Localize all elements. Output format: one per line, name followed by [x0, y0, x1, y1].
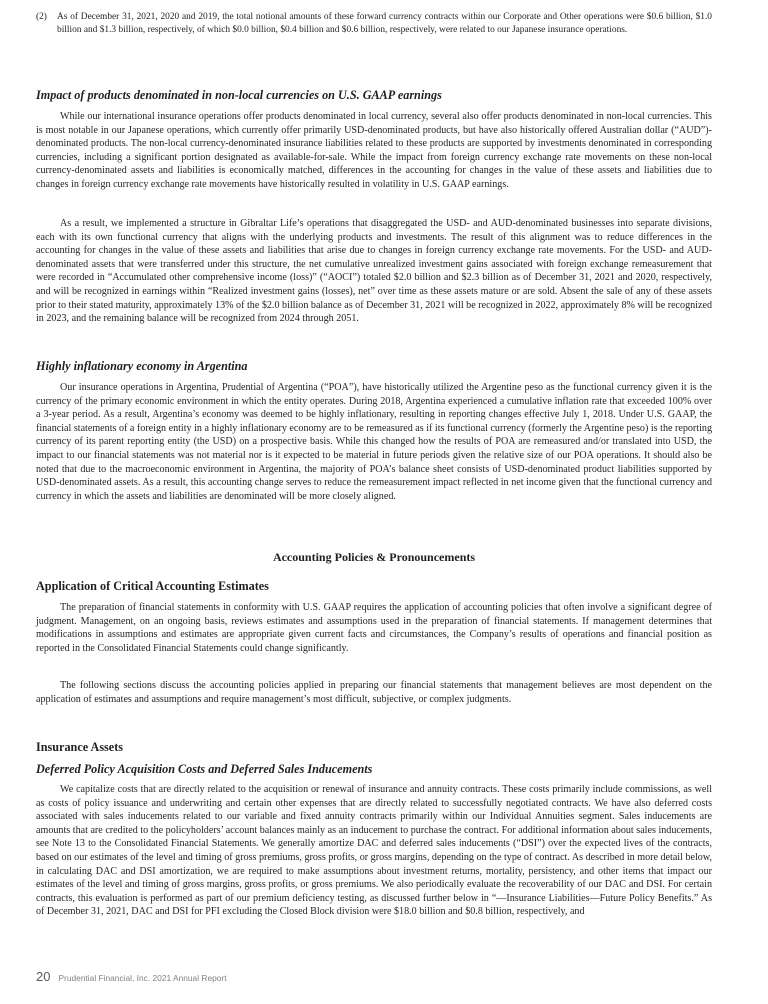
footnote-number: (2): [36, 12, 47, 22]
subheading-dac-dsi: Deferred Policy Acquisition Costs and Deferred Sales Inducements: [36, 762, 373, 776]
footnote-2: [36, 11, 712, 38]
page-number: 20: [36, 969, 51, 984]
heading-insurance-assets: Insurance Assets: [36, 740, 124, 754]
paragraph-critical-estimates-2: The following sections discuss the accounting policies applied in preparing our financial statements that management believes are most dependent on the application of estimates and assumptions and require management’s most difficult, subjective, or complex judgments.: [36, 680, 712, 705]
heading-argentina: Highly inflationary economy in Argentina: [36, 359, 248, 373]
paragraph-nonlocal-2: As a result, we implemented a structure in Gibraltar Life’s operations that disaggregated the USD- and AUD-denominated businesses into separate divisions, each with its own functional currency that aligns with the underlying products and investments. The result of this alignment was to reduce differences in the accounting for changes in the value of these assets and liabilities that arise due to changes in foreign currency exchange rate movements. For the USD- and AUD-denominated assets that were transferred under this structure, the net cumulative unrealized investment gains associated with foreign exchange remeasurement that were recorded in “Accumulated other comprehensive income (loss)” (“AOCI”) totaled $2.0 billion and $2.3 billion as of December 31, 2021 and 2020, respectively, and will be recognized in earnings within “Realized investment gains (losses), net” over time as these assets mature or are sold. Absent the sale of any of these assets prior to their stated maturity, approximately 13% of the $2.0 billion balance as of December 31, 2021 will be recognized in 2022, approximately 8% will be recognized in 2023, and the remaining balance will be recognized from 2024 through 2051.: [36, 218, 712, 325]
paragraph-nonlocal-1: While our international insurance operations offer products denominated in local currency, several also offer products denominated in non-local currencies. This is most notable in our Japanese operations, which currently offer primarily USD-denominated products, but have also historically offered Australian dollar (“AUD”)-denominated products. The non-local currency-denominated insurance liabilities related to these products are supported by investments denominated in corresponding currencies, including a significant portion designated as available-for-sale. While the impact from foreign currency exchange rate movements on these non-local currency-denominated assets and liabilities is economically matched, differences in the accounting for changes in the value of these assets and liabilities due to changes in foreign currency exchange rate movements have historically resulted in volatility in U.S. GAAP earnings.: [36, 111, 712, 190]
heading-accounting-policies: Accounting Policies & Pronouncements: [272, 550, 476, 564]
heading-critical-estimates: Application of Critical Accounting Estimates: [36, 579, 269, 593]
report-title: Prudential Financial, Inc. 2021 Annual Report: [58, 973, 227, 983]
paragraph-dac-dsi: We capitalize costs that are directly related to the acquisition or renewal of insurance and annuity contracts. These costs primarily include commissions, as well as costs of policy issuance and underwriting and certain other expenses that are directly related to successfully negotiated contracts. We have also deferred costs associated with sales inducements related to our variable and fixed annuity contracts primarily within our Individual Annuities segment. Sales inducements are amounts that are credited to the policyholders’ account balances mainly as an inducement to purchase the contract. For additional information about sales inducements, see Note 13 to the Consolidated Financial Statements. We generally amortize DAC and deferred sales inducements (“DSI”) over the expected lives of the contracts, based on our estimates of the level and timing of gross premiums, gross profits, or gross margins, depending on the type of contract. As described in more detail below, in calculating DAC and DSI amortization, we are required to make assumptions about investment returns, mortality, persistency, and other items that impact our estimates of the level and timing of gross margins, gross profits, or gross premiums. We also periodically evaluate the recoverability of our DAC and DSI. For certain contracts, this evaluation is performed as part of our premium deficiency testing, as discussed further below in “—Insurance Liabilities—Future Policy Benefits.” As of December 31, 2021, DAC and DSI for PFI excluding the Closed Block division were $18.0 billion and $0.8 billion, respectively, and: [36, 784, 712, 918]
footnote-text: As of December 31, 2021, 2020 and 2019, the total notional amounts of these forward currency contracts within our Corporate and Other operations were $0.6 billion, $1.0 billion and $1.3 billion, respectively, of which $0.0 billion, $0.4 billion and $0.6 billion, respectively, were related to our Japanese insurance operations.: [57, 12, 712, 36]
heading-impact-nonlocal-currencies: Impact of products denominated in non-local currencies on U.S. GAAP earnings: [36, 88, 442, 102]
paragraph-critical-estimates-1: The preparation of financial statements in conformity with U.S. GAAP requires the application of accounting policies that often involve a significant degree of judgment. Management, on an ongoing basis, reviews estimates and assumptions used in the preparation of financial statements. If management determines that modifications in assumptions and estimates are appropriate given current facts and circumstances, the Company’s results of operations and financial position as reported in the Consolidated Financial Statements could change significantly.: [36, 602, 712, 654]
paragraph-argentina: Our insurance operations in Argentina, Prudential of Argentina (“POA”), have historically utilized the Argentine peso as the functional currency given it is the currency of the primary economic environment in which the entity operates. During 2018, Argentina experienced a cumulative inflation rate that exceeded 100% over a 3-year period. As a result, Argentina’s economy was deemed to be highly inflationary, resulting in reporting changes effective July 1, 2018. Under U.S. GAAP, the financial statements of a foreign entity in a highly inflationary economy are to be remeasured as if its functional currency (formerly the Argentine peso) is the reporting currency of its parent reporting entity (the USD) on a prospective basis. While this changed how the results of POA are remeasured and/or translated into USD, the impact to our financial statements was not material nor is it expected to be material in future periods given the relative size of our POA operations. It should also be noted that due to the macroeconomic environment in Argentina, the majority of POA’s balance sheet consists of USD-denominated product liabilities supported by USD-denominated assets. As a result, this accounting change serves to reduce the remeasurement impact reflected in net income given that the functional currency and currency in which the assets and liabilities are denominated will be more closely aligned.: [36, 382, 712, 502]
page-footer: [36, 969, 227, 984]
